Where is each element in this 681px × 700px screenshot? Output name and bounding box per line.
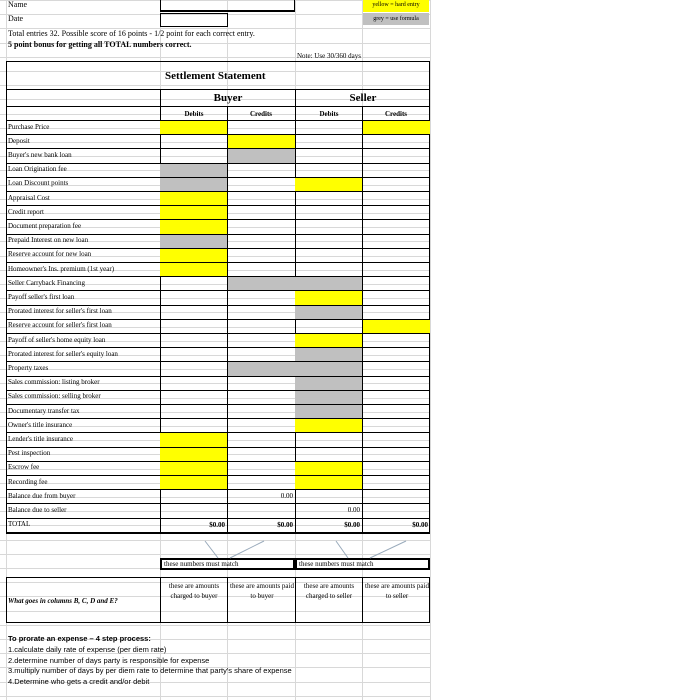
seller-heading: Seller: [349, 92, 377, 104]
formula-cell-grey[interactable]: [227, 149, 295, 162]
table-cell[interactable]: [160, 504, 227, 517]
table-cell[interactable]: [227, 178, 295, 191]
table-cell[interactable]: [227, 249, 295, 262]
col-header-seller-debits: Debits: [319, 110, 339, 118]
table-cell[interactable]: [295, 206, 362, 219]
row-label: Lender's title insurance: [8, 434, 74, 443]
table-cell[interactable]: [362, 263, 430, 276]
table-cell[interactable]: [362, 149, 430, 162]
buyer-heading: Buyer: [213, 92, 243, 104]
entry-cell-yellow[interactable]: [160, 263, 227, 276]
header-divider: [6, 120, 430, 121]
grid-line: [0, 625, 430, 626]
entry-cell-yellow[interactable]: [160, 433, 227, 446]
table-cell[interactable]: [362, 291, 430, 304]
table-cell[interactable]: [227, 121, 295, 134]
entry-cell-yellow[interactable]: [160, 121, 227, 134]
table-cell[interactable]: [362, 391, 430, 404]
answer-col-b: these are amounts charged to buyer: [168, 582, 220, 600]
table-cell[interactable]: [160, 391, 227, 404]
table-cell[interactable]: [160, 419, 227, 432]
table-cell[interactable]: [227, 348, 295, 361]
answer-col-d: these are amounts charged to seller: [303, 582, 355, 600]
row-label: Homeowner's Ins. premium (1st year): [8, 264, 115, 273]
row-value: 0.00: [347, 506, 360, 515]
entry-cell-yellow[interactable]: [160, 220, 227, 233]
table-cell[interactable]: [295, 135, 362, 148]
prorate-step-4: 4.Determine who gets a credit and/or debit: [8, 677, 150, 686]
total-value: $0.00: [209, 520, 225, 529]
row-label: Sales commission: selling broker: [8, 392, 101, 401]
entry-cell-yellow[interactable]: [160, 206, 227, 219]
entry-cell-yellow[interactable]: [227, 135, 295, 148]
row-label: Balance due to seller: [8, 505, 67, 514]
table-cell[interactable]: [295, 192, 362, 205]
row-label: Deposit: [8, 136, 30, 145]
answer-col-c: these are amounts paid to buyer: [230, 582, 294, 600]
row-label: Prorated interest for seller's first loan: [8, 307, 112, 316]
table-cell[interactable]: [362, 164, 430, 177]
table-cell[interactable]: [227, 306, 295, 319]
table-cell[interactable]: [362, 306, 430, 319]
table-cell[interactable]: [295, 235, 362, 248]
entry-cell-yellow[interactable]: [160, 476, 227, 489]
legend-yellow: yellow = hard entry: [363, 0, 429, 12]
row-divider: [6, 532, 430, 533]
row-label: Sales commission: listing broker: [8, 378, 100, 387]
table-cell[interactable]: [362, 377, 430, 390]
row-label: Reserve account for new loan: [8, 250, 92, 259]
prorate-step-3: 3.multiply number of days by per diem rate to determine that party's share of expense: [8, 666, 292, 675]
table-cell[interactable]: [227, 320, 295, 333]
table-cell[interactable]: [362, 235, 430, 248]
table-cell[interactable]: [160, 377, 227, 390]
table-cell[interactable]: [362, 135, 430, 148]
table-cell[interactable]: [295, 149, 362, 162]
row-label: Recording fee: [8, 477, 48, 486]
note-text: Note: Use 30/360 days: [297, 52, 361, 60]
row-label: Credit report: [8, 207, 44, 216]
table-cell[interactable]: [227, 164, 295, 177]
bonus-text: 5 point bonus for getting all TOTAL numbers correct.: [8, 40, 192, 49]
row-label: Payoff of seller's home equity loan: [8, 335, 106, 344]
table-cell[interactable]: [227, 504, 295, 517]
table-cell[interactable]: [362, 192, 430, 205]
formula-cell-grey[interactable]: [160, 178, 227, 191]
table-cell[interactable]: [362, 405, 430, 418]
table-cell[interactable]: [160, 291, 227, 304]
table-cell[interactable]: [227, 220, 295, 233]
grid-line: [0, 57, 430, 58]
table-cell[interactable]: [295, 220, 362, 233]
row-label: Document preparation fee: [8, 221, 82, 230]
table-cell[interactable]: [295, 448, 362, 461]
table-cell[interactable]: [295, 249, 362, 262]
row-label: Documentary transfer tax: [8, 406, 80, 415]
row-label: Prorated interest for seller's equity loan: [8, 349, 118, 358]
table-cell[interactable]: [295, 433, 362, 446]
table-cell[interactable]: [160, 348, 227, 361]
table-cell[interactable]: [295, 263, 362, 276]
formula-cell-grey[interactable]: [295, 405, 362, 418]
date-label: Date: [8, 14, 24, 23]
row-label: Escrow fee: [8, 463, 40, 472]
table-cell[interactable]: [160, 490, 227, 503]
table-cell[interactable]: [227, 291, 295, 304]
table-cell[interactable]: [160, 405, 227, 418]
col-header-buyer-credits: Credits: [249, 110, 273, 118]
entry-cell-yellow[interactable]: [295, 476, 362, 489]
row-label: Buyer's new bank loan: [8, 150, 72, 159]
formula-cell-grey[interactable]: [227, 362, 295, 375]
page-title: Settlement Statement: [165, 70, 266, 82]
entry-cell-yellow[interactable]: [362, 121, 430, 134]
table-cell[interactable]: [227, 263, 295, 276]
table-cell[interactable]: [362, 178, 430, 191]
table-cell[interactable]: [362, 348, 430, 361]
row-label: Appraisal Cost: [8, 193, 50, 202]
table-cell[interactable]: [362, 462, 430, 475]
date-input[interactable]: [160, 13, 228, 27]
entry-cell-yellow[interactable]: [295, 291, 362, 304]
name-input[interactable]: [160, 0, 295, 12]
column-divider: [227, 107, 228, 532]
formula-cell-grey[interactable]: [295, 391, 362, 404]
prorate-title: To prorate an expense – 4 step process:: [8, 634, 151, 643]
formula-cell-grey[interactable]: [295, 377, 362, 390]
table-cell[interactable]: [160, 149, 227, 162]
grid-line: [430, 0, 431, 700]
table-cell[interactable]: [362, 504, 430, 517]
row-label: Loan Discount points: [8, 179, 69, 188]
table-cell[interactable]: [362, 277, 430, 290]
table-cell[interactable]: [227, 334, 295, 347]
formula-cell-grey[interactable]: [227, 277, 295, 290]
formula-cell-grey[interactable]: [295, 306, 362, 319]
table-cell[interactable]: [227, 235, 295, 248]
entry-cell-yellow[interactable]: [362, 320, 430, 333]
columns-question: What goes in columns B, C, D and E?: [8, 597, 118, 605]
table-cell[interactable]: [362, 249, 430, 262]
table-cell[interactable]: [362, 448, 430, 461]
buyer-must-match: these numbers must match: [160, 558, 295, 570]
table-cell[interactable]: [160, 135, 227, 148]
table-cell[interactable]: [362, 220, 430, 233]
entry-cell-yellow[interactable]: [160, 462, 227, 475]
column-divider: [6, 107, 7, 532]
row-label: Loan Origination fee: [8, 165, 67, 174]
table-cell[interactable]: [227, 462, 295, 475]
table-cell[interactable]: [295, 121, 362, 134]
table-cell[interactable]: [295, 164, 362, 177]
name-label: Name: [8, 0, 28, 9]
table-cell[interactable]: [160, 362, 227, 375]
row-label: Purchase Price: [8, 122, 50, 131]
total-value: $0.00: [344, 520, 360, 529]
entry-cell-yellow[interactable]: [160, 448, 227, 461]
row-label: Property taxes: [8, 363, 49, 372]
entry-cell-yellow[interactable]: [295, 419, 362, 432]
legend-grey: grey = use formula: [363, 13, 429, 25]
total-entries-text: Total entries 32. Possible score of 16 points - 1/2 point for each correct entry.: [8, 29, 255, 38]
formula-cell-grey[interactable]: [160, 235, 227, 248]
row-label: Balance due from buyer: [8, 491, 76, 500]
table-cell[interactable]: [227, 448, 295, 461]
table-cell[interactable]: [362, 490, 430, 503]
table-cell[interactable]: [227, 476, 295, 489]
entry-cell-yellow[interactable]: [295, 462, 362, 475]
entry-cell-yellow[interactable]: [160, 192, 227, 205]
table-cell[interactable]: [227, 192, 295, 205]
row-label: Reserve account for seller's first loan: [8, 321, 112, 330]
row-label: Seller Carryback Financing: [8, 278, 85, 287]
prorate-step-2: 2.determine number of days party is responsible for expense: [8, 656, 210, 665]
table-cell[interactable]: [227, 433, 295, 446]
entry-cell-yellow[interactable]: [160, 249, 227, 262]
answer-col-e: these are amounts paid to seller: [365, 582, 429, 600]
entry-cell-yellow[interactable]: [295, 178, 362, 191]
total-value: $0.00: [412, 520, 428, 529]
entry-cell-yellow[interactable]: [295, 334, 362, 347]
prorate-step-1: 1.calculate daily rate of expense (per diem rate): [8, 645, 167, 654]
table-cell[interactable]: [227, 419, 295, 432]
formula-cell-grey[interactable]: [160, 164, 227, 177]
table-cell[interactable]: [362, 206, 430, 219]
table-cell[interactable]: [362, 334, 430, 347]
table-cell[interactable]: [362, 476, 430, 489]
table-cell[interactable]: [362, 419, 430, 432]
formula-cell-grey[interactable]: [295, 362, 362, 375]
table-cell[interactable]: [160, 334, 227, 347]
row-label: Owner's title insurance: [8, 420, 73, 429]
row-label: Pest inspection: [8, 449, 51, 458]
table-cell[interactable]: [362, 362, 430, 375]
table-cell[interactable]: [295, 320, 362, 333]
table-cell[interactable]: [227, 377, 295, 390]
col-header-seller-credits: Credits: [384, 110, 408, 118]
grid-line: [0, 696, 430, 697]
table-cell[interactable]: [160, 320, 227, 333]
table-cell[interactable]: [227, 405, 295, 418]
table-cell[interactable]: [160, 306, 227, 319]
table-cell[interactable]: [227, 391, 295, 404]
col-header-buyer-debits: Debits: [184, 110, 204, 118]
table-cell[interactable]: [160, 277, 227, 290]
row-label: Payoff seller's first loan: [8, 292, 75, 301]
seller-must-match: these numbers must match: [295, 558, 430, 570]
row-value: 0.00: [280, 492, 293, 501]
match-arrows: [160, 538, 430, 560]
table-cell[interactable]: [362, 433, 430, 446]
column-divider: [362, 107, 363, 532]
table-cell[interactable]: [295, 490, 362, 503]
table-cell[interactable]: [227, 206, 295, 219]
formula-cell-grey[interactable]: [295, 277, 362, 290]
row-label: Prepaid Interest on new loan: [8, 236, 89, 245]
row-label: TOTAL: [8, 520, 31, 529]
formula-cell-grey[interactable]: [295, 348, 362, 361]
total-value: $0.00: [277, 520, 293, 529]
